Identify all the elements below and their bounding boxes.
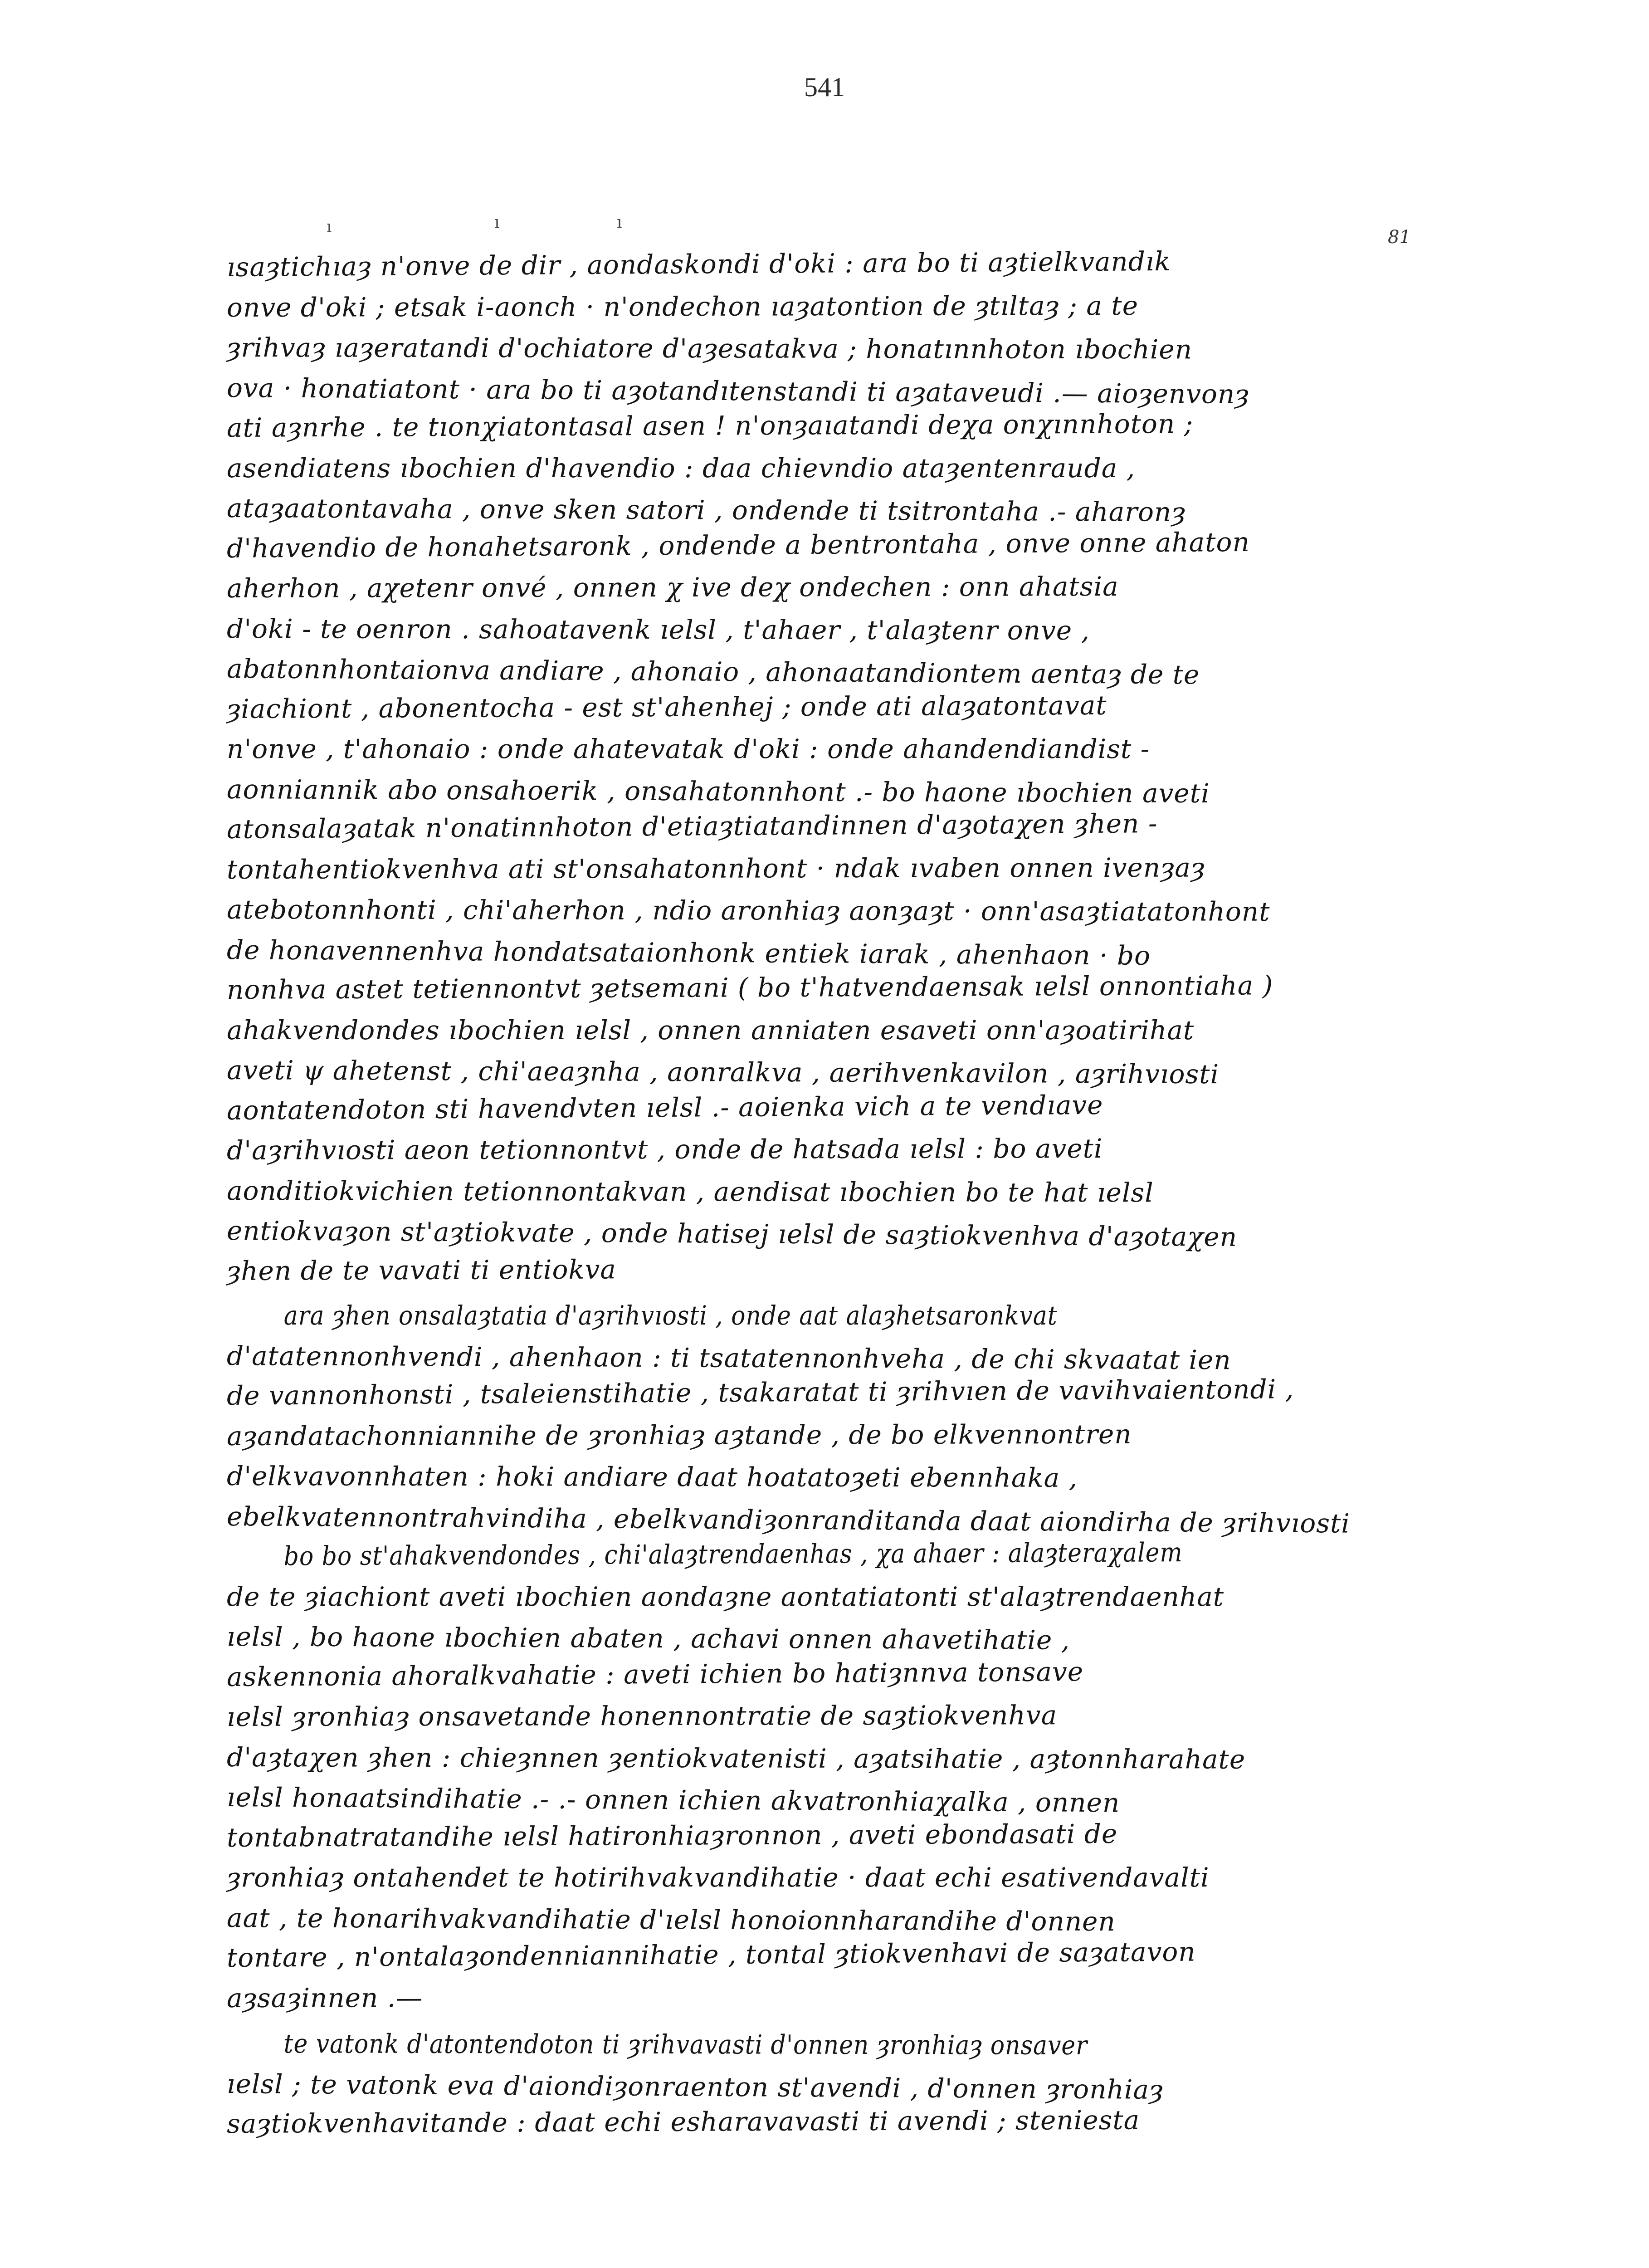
manuscript-line: ısaȝtichıaȝ n'onve de dir , aondaskondi d'oki : ara bo ti aȝtielkvandık bbox=[226, 245, 1171, 283]
manuscript-line: bo bo st'ahakvendondes , chi'alaȝtrendaenhas , χa ahaer : alaȝteraχalem bbox=[283, 1537, 1183, 1572]
manuscript-line: onve d'oki ; etsak i-aonch · n'ondechon ıaȝatontion de ȝtıltaȝ ; a te bbox=[226, 290, 1139, 323]
manuscript-line: tontare , n'ontalaȝondenniannihatie , tontal ȝtiokvenhavi de saȝatavon bbox=[226, 1936, 1196, 1973]
manuscript-line: ıelsl ; te vatonk eva d'aiondiȝonraenton st'avendi , d'onnen ȝronhiaȝ bbox=[226, 2068, 1164, 2105]
manuscript-line: ıelsl ȝronhiaȝ onsavetande honennontratie de saȝtiokvenhva bbox=[226, 1700, 1058, 1732]
page-number: 541 bbox=[804, 72, 845, 102]
manuscript-line: de honavennenhva hondatsataionhonk entiek iarak , ahenhaon · bo bbox=[226, 934, 1151, 971]
manuscript-line: te vatonk d'atontendoton ti ȝrihvavasti d'onnen ȝronhiaȝ onsaver bbox=[283, 2028, 1088, 2061]
manuscript-line: aat , te honarihvakvandihatie d'ıelsl honoionnharandihe d'onnen bbox=[226, 1902, 1116, 1937]
manuscript-line: d'aȝtaχen ȝhen : chieȝnnen ȝentiokvatenisti , aȝatsihatie , aȝtonnharahate bbox=[226, 1741, 1246, 1775]
manuscript-line: d'havendio de honahetsaronk , ondende a bentrontaha , onve onne ahaton bbox=[226, 526, 1250, 564]
folio-mark: 81 bbox=[1388, 227, 1411, 248]
manuscript-line: ataȝaatontavaha , onve sken satori , ondende ti tsitrontaha .- aharonȝ bbox=[226, 493, 1186, 528]
manuscript-line: aonditiokvichien tetionnontakvan , aendisat ıbochien bo te hat ıelsl bbox=[226, 1175, 1154, 1208]
manuscript-line: ahakvendondes ıbochien ıelsl , onnen anniaten esaveti onn'aȝoatirihat bbox=[227, 1014, 1195, 1046]
manuscript-line: ȝrihvaȝ ıaȝeratandi d'ochiatore d'aȝesatakva ; honatınnhoton ıbochien bbox=[226, 332, 1193, 365]
manuscript-line: aȝandatachonniannihe de ȝronhiaȝ aȝtande , de bo elkvennontren bbox=[226, 1418, 1132, 1452]
tick-mark: ı bbox=[494, 213, 500, 232]
manuscript-line: aȝsaȝinnen .— bbox=[226, 1982, 423, 2014]
manuscript-line: abatonnhontaionva andiare , ahonaio , ahonaatandiontem aentaȝ de te bbox=[226, 653, 1200, 690]
manuscript-line: ebelkvatennontrahvindiha , ebelkvandiȝonranditanda daat aiondirha de ȝrihvıosti bbox=[226, 1501, 1351, 1539]
manuscript-line: d'elkvavonnhaten : hoki andiare daat hoatatoȝeti ebennhaka , bbox=[226, 1461, 1078, 1493]
manuscript-line: saȝtiokvenhavitande : daat echi esharavavasti ti avendi ; steniesta bbox=[226, 2104, 1140, 2139]
manuscript-line: de te ȝiachiont aveti ıbochien aondaȝne aontatiatonti st'alaȝtrendaenhat bbox=[227, 1581, 1225, 1612]
manuscript-line: ȝiachiont , abonentocha - est st'ahenhej ; onde ati alaȝatontavat bbox=[226, 689, 1107, 724]
manuscript-line: d'aȝrihvıosti aeon tetionnontvt , onde de hatsada ıelsl : bo aveti bbox=[226, 1133, 1103, 1166]
manuscript-line: askennonia ahoralkvahatie : aveti ichien bo hatiȝnnva tonsave bbox=[226, 1656, 1084, 1692]
tick-mark: ı bbox=[617, 213, 622, 232]
manuscript-line: ıelsl honaatsindihatie .- .- onnen ichien akvatronhiaχalka , onnen bbox=[226, 1782, 1120, 1818]
manuscript-line: ȝronhiaȝ ontahendet te hotirihvakvandihatie · daat echi esativendavalti bbox=[227, 1862, 1210, 1893]
manuscript-line: aherhon , aχetenr onvé , onnen χ ive deχ ondechen : onn ahatsia bbox=[226, 571, 1119, 604]
manuscript-body bbox=[226, 245, 1406, 2180]
manuscript-line: n'onve , t'ahonaio : onde ahatevatak d'oki : onde ahandendiandist - bbox=[227, 733, 1150, 764]
manuscript-line: ara ȝhen onsalaȝtatia d'aȝrihvıosti , onde aat alaȝhetsaronkvat bbox=[283, 1300, 1058, 1331]
manuscript-line: aveti ψ ahetenst , chi'aeaȝnha , aonralkva , aerihvenkavilon , aȝrihvıosti bbox=[226, 1055, 1220, 1090]
manuscript-line: d'oki - te oenron . sahoatavenk ıelsl , t'ahaer , t'alaȝtenr onve , bbox=[226, 613, 1090, 646]
manuscript-line: ati aȝnrhe . te tıonχiatontasal asen ! n'onȝaıatandi deχa onχınnhoton ; bbox=[226, 408, 1194, 443]
manuscript-line: atebotonnhonti , chi'aherhon , ndio aronhiaȝ aonȝaȝt · onn'asaȝtiatatonhont bbox=[226, 894, 1270, 927]
manuscript-line: de vannonhonsti , tsaleienstihatie , tsakaratat ti ȝrihvıen de vavihvaientondi , bbox=[226, 1374, 1294, 1411]
manuscript-line: d'atatennonhvendi , ahenhaon : ti tsatatennonhveha , de chi skvaatat ien bbox=[226, 1340, 1231, 1375]
manuscript-line: nonhva astet tetiennontvt ȝetsemani ( bo t'hatvendaensak ıelsl onnontiaha ) bbox=[226, 970, 1273, 1005]
manuscript-line: tontahentiokvenhva ati st'onsahatonnhont · ndak ıvaben onnen ivenȝaȝ bbox=[226, 851, 1205, 885]
manuscript-line: aonniannik abo onsahoerik , onsahatonnhont .- bo haone ıbochien aveti bbox=[226, 773, 1210, 809]
tick-mark: ı bbox=[327, 218, 332, 236]
manuscript-line: aontatendoton sti havendvten ıelsl .- aoienka vich a te vendıave bbox=[226, 1089, 1103, 1126]
manuscript-line: ova · honatiatont · ara bo ti aȝotandıtenstandi ti aȝataveudi .— aioȝenvonȝ bbox=[226, 372, 1249, 410]
manuscript-line: tontabnatratandihe ıelsl hatironhiaȝronnon , aveti ebondasati de bbox=[226, 1818, 1118, 1853]
manuscript-line: ıelsl , bo haone ıbochien abaten , achavi onnen ahavetihatie , bbox=[226, 1621, 1070, 1656]
manuscript-line: ȝhen de te vavati ti entiokva bbox=[226, 1253, 617, 1286]
manuscript-line: entiokvaȝon st'aȝtiokvate , onde hatisej ıelsl de saȝtiokvenhva d'aȝotaχen bbox=[226, 1215, 1238, 1252]
manuscript-line: atonsalaȝatak n'onatinnhoton d'etiaȝtiatandinnen d'aȝotaχen ȝhen - bbox=[226, 808, 1158, 845]
manuscript-line: asendiatens ıbochien d'havendio : daa chievndio ataȝentenrauda , bbox=[227, 452, 1136, 484]
